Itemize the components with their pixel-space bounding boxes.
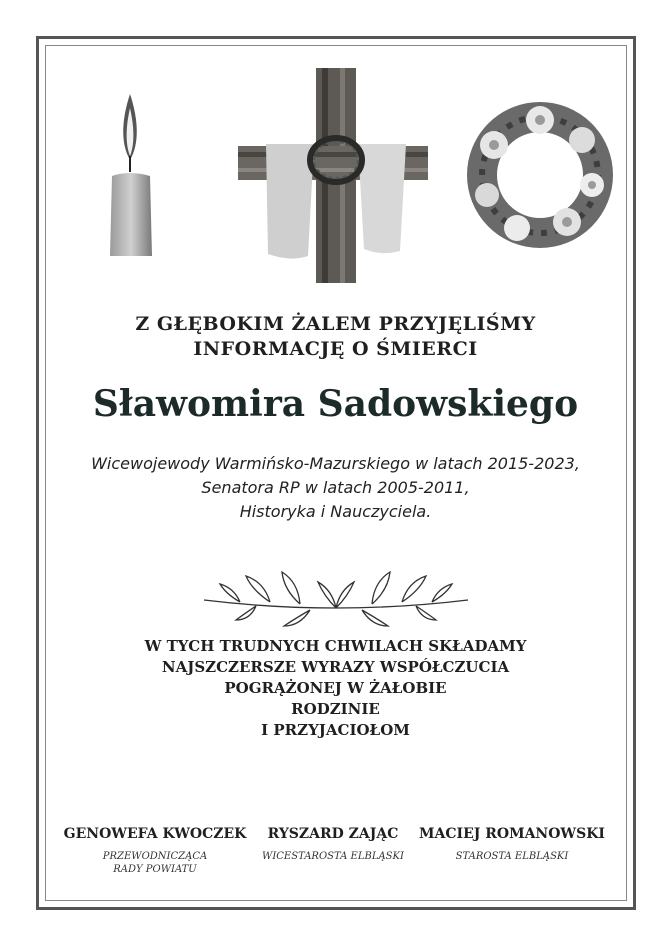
signature-role-2: WICESTAROSTA ELBLĄSKI — [262, 851, 404, 862]
signature-role-3: STAROSTA ELBLĄSKI — [455, 851, 569, 862]
condolence-line-4: RODZINIE — [291, 700, 380, 718]
signature-name-2: RYSZARD ZAJĄC — [267, 826, 399, 842]
condolence-line-3: POGRĄŻONEJ W ŻAŁOBIE — [224, 679, 447, 697]
signature-role-1a: PRZEWODNICZĄCA — [102, 851, 208, 862]
candle-icon — [100, 88, 160, 258]
condolence-line-2: NAJSZCZERSZE WYRAZY WSPÓŁCZUCIA — [161, 658, 510, 676]
signature-name-1: GENOWEFA KWOCZEK — [63, 826, 247, 842]
wreath-icon — [462, 100, 618, 250]
deceased-description-3: Historyka i Nauczyciela. — [239, 502, 432, 521]
deceased-description-2: Senatora RP w latach 2005-2011, — [201, 478, 470, 497]
condolence-line-1: W TYCH TRUDNYCH CHWILACH SKŁADAMY — [144, 637, 527, 655]
deceased-description-1: Wicewojewody Warmińsko-Mazurskiego w latach 2015-2023, — [91, 454, 580, 473]
header-line-2: INFORMACJĘ O ŚMIERCI — [193, 338, 478, 360]
cross-icon — [236, 66, 430, 288]
leaf-branch-ornament — [200, 560, 472, 628]
header-line-1: Z GŁĘBOKIM ŻALEM PRZYJĘLIŚMY — [135, 313, 536, 335]
signature-role-1b: RADY POWIATU — [113, 864, 197, 875]
signature-name-3: MACIEJ ROMANOWSKI — [419, 826, 605, 842]
deceased-name: Sławomira Sadowskiego — [92, 383, 579, 425]
condolence-line-5: I PRZYJACIOŁOM — [261, 721, 410, 739]
